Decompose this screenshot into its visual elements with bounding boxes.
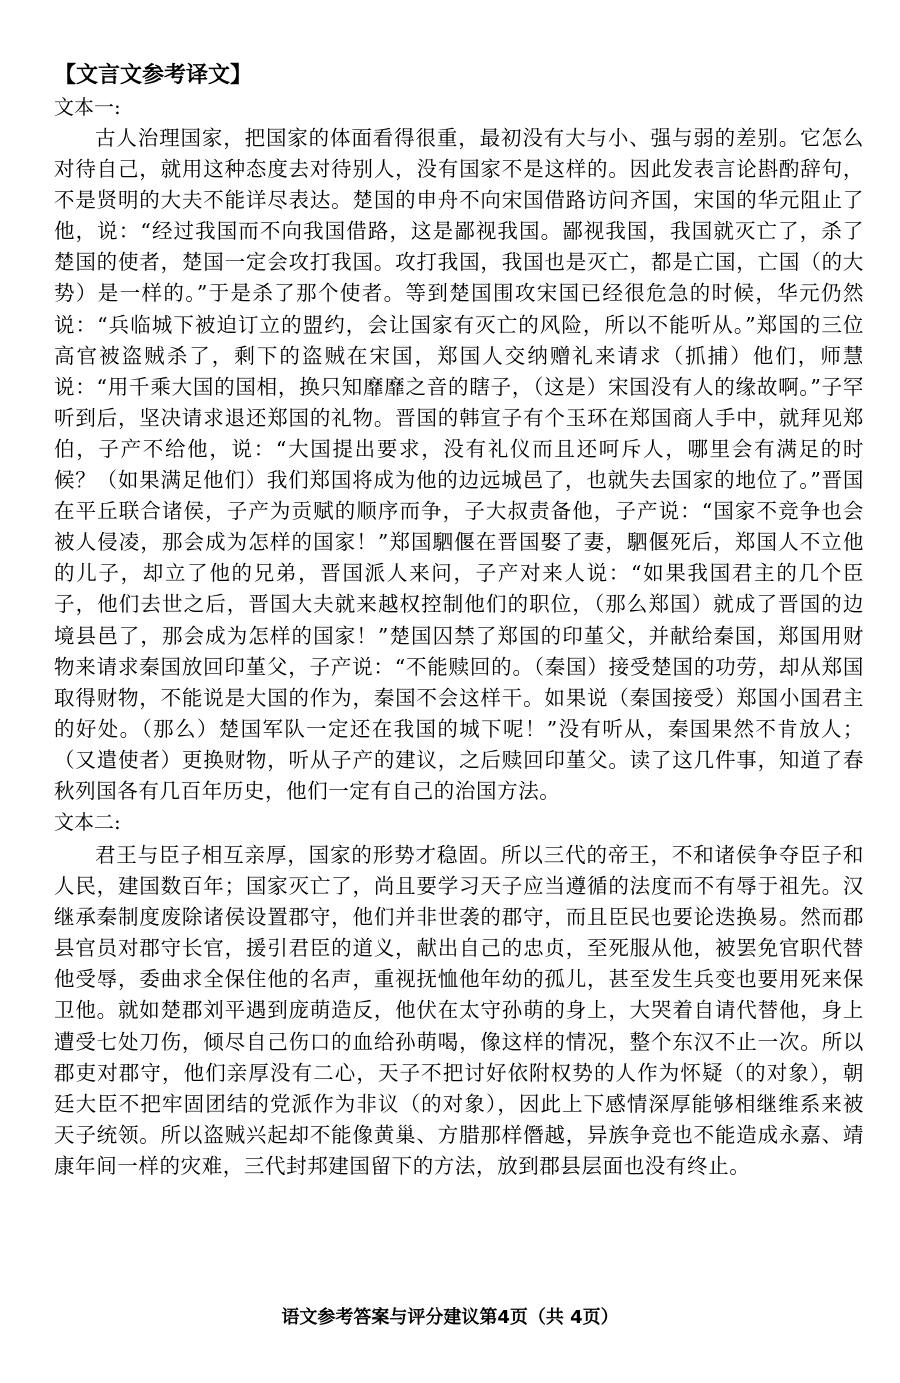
text1-label: 文本一: [54, 95, 121, 119]
page-footer: 语文参考答案与评分建议第4页（共 4页） [281, 1307, 619, 1328]
text2-passage: 君王与臣子相互亲厚，国家的形势才稳固。所以三代的帝王，不和诸侯争夺臣子和人民，建国数百年；国家灭亡了，尚且要学习天子应当遵循的法度而不有辱于祖先。汉继承秦制度废除诸侯设置郡守，他们并非世袭的郡守，而且臣民也要论迭换易。然而郡县官员对郡守长官，援引君臣的道义，献出自己的忠贞，至死服从他，被罢免官职代替他受辱，委曲求全保住他的名声，重视抚恤他年幼的孤儿，甚至发生兵变也要用死来保卫他。就如楚郡刘平遇到庞萌造反，他伏在太守孙萌的身上，大哭着自请代替他，身上遭受七处刀伤，倾尽自己伤口的血给孙萌喝，像这样的情况，整个东汉不止一次。所以郡吏对郡守，他们亲厚没有二心，天子不把讨好依附权势的人作为怀疑（的对象），朝廷大臣不把牢固团结的党派作为非议（的对象），因此上下感情深厚能够相继维系来被天子统领。所以盗贼兴起却不能像黄巢、方腊那样僭越，异族争竞也不能造成永嘉、靖康年间一样的灾难，三代封邦建国留下的方法，放到郡县层面也没有终止。 [54, 843, 864, 1178]
section-heading: 【文言文参考译文】 [54, 63, 253, 88]
text2-label: 文本二: [54, 810, 121, 834]
text1-passage: 古人治理国家，把国家的体面看得很重，最初没有大与小、强与弱的差别。它怎么对待自己，就用这种态度去对待别人，没有国家不是这样的。因此发表言论斟酌辞句，不是贤明的大夫不能详尽表达。楚国的申舟不向宋国借路访问齐国，宋国的华元阻止了他，说：“经过我国而不向我国借路，这是鄙视我国。鄙视我国，我国就灭亡了，杀了楚国的使者，楚国一定会攻打我国。攻打我国，我国也是灭亡，都是亡国，亡国（的大势）是一样的。”于是杀了那个使者。等到楚国围攻宋国已经很危急的时候，华元仍然说：“兵临城下被迫订立的盟约，会让国家有灭亡的风险，所以不能听从。”郑国的三位高官被盗贼杀了，剩下的盗贼在宋国，郑国人交纳赠礼来请求（抓捕）他们，师慧说：“用千乘大国的国相，换只知靡靡之音的瞎子，（这是）宋国没有人的缘故啊。”子罕听到后，坚决请求退还郑国的礼物。晋国的韩宣子有个玉环在郑国商人手中，就拜见郑伯，子产不给他，说：“大国提出要求，没有礼仪而且还呵斥人，哪里会有满足的时候？（如果满足他们）我们郑国将成为他的边远城邑了，也就失去国家的地位了。”晋国在平丘联合诸侯，子产为贡赋的顺序而争，子大叔责备他，子产说：“国家不竞争也会被人侵凌，那会成为怎样的国家！”郑国駟偃在晋国娶了妻，駟偃死后，郑国人不立他的儿子，却立了他的兄弟，晋国派人来问，子产对来人说：“如果我国君主的几个臣子，他们去世之后，晋国大夫就来越权控制他们的职位，（那么郑国）就成了晋国的边境县邑了，那会成为怎样的国家！”楚国囚禁了郑国的印堇父，并献给秦国，郑国用财物来请求秦国放回印堇父，子产说：“不能赎回的。（秦国）接受楚国的功劳，却从郑国取得财物，不能说是大国的作为，秦国不会这样干。如果说（秦国接受）郑国小国君主的好处。（那么）楚国军队一定还在我国的城下呢！”没有听从，秦国果然不肯放人；（又遣使者）更换财物，听从子产的建议，之后赎回印堇父。读了这几件事，知道了春秋列国各有几百年历史，他们一定有自己的治国方法。 [54, 126, 864, 803]
